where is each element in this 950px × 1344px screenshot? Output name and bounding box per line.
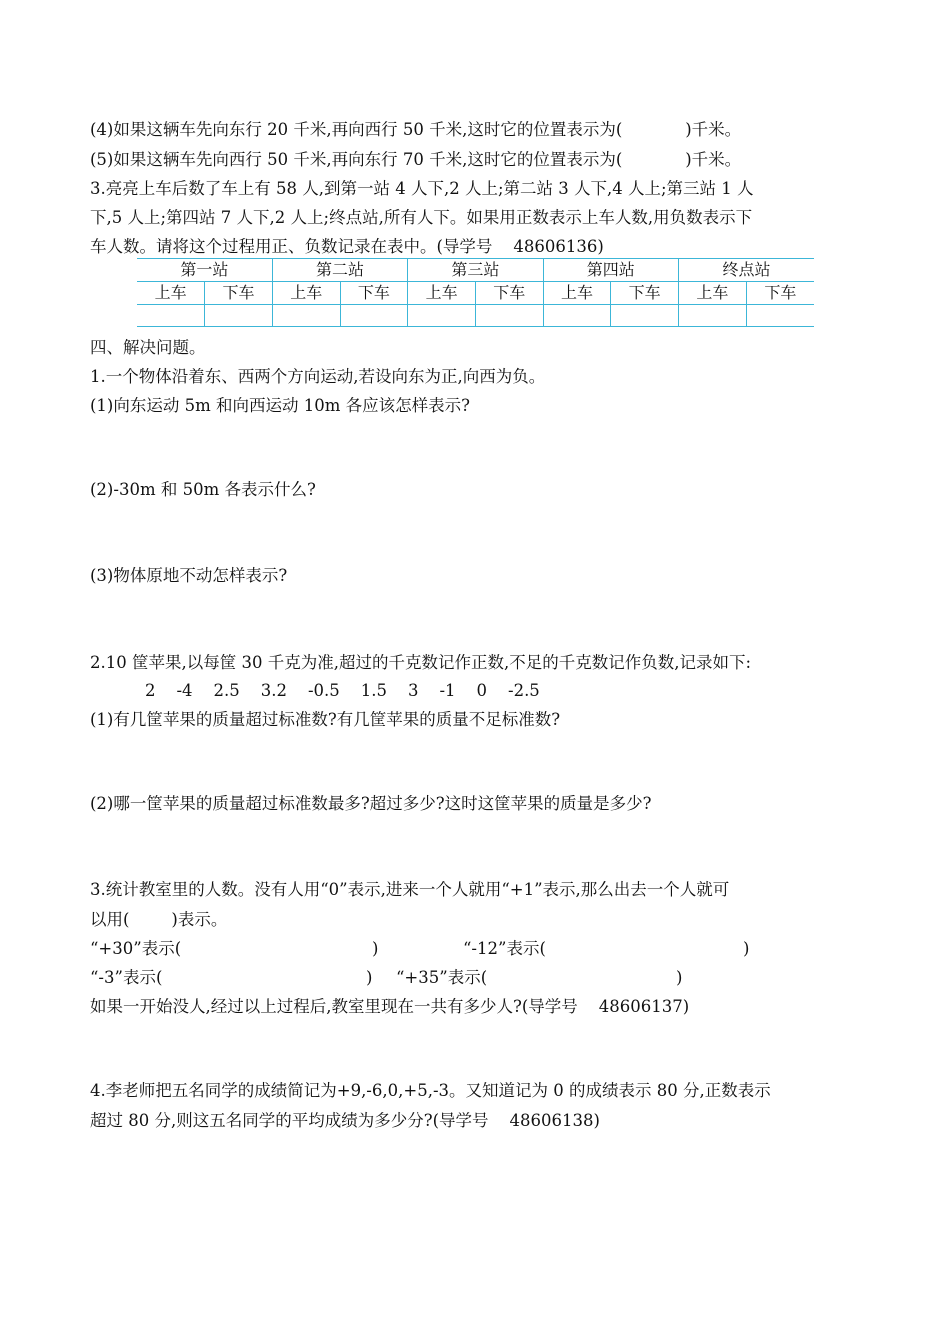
- problem-3-line-1: 3.亮亮上车后数了车上有 58 人,到第一站 4 人下,2 人上;第二站 3 人下,4 人上;第三站 1 人: [90, 179, 754, 198]
- paren-close-b: ): [743, 939, 750, 958]
- section-4-heading: 四、解决问题。: [90, 338, 206, 357]
- paren-close-a: ): [372, 939, 379, 958]
- problem-3-item-b: “-12”表示(: [463, 939, 546, 958]
- sub-off-3: 下车: [475, 282, 543, 305]
- sub-off-1: 下车: [205, 282, 273, 305]
- problem-4-line-1: 4.李老师把五名同学的成绩简记为+9,-6,0,+5,-3。又知道记为 0 的成绩表示 80 分,正数表示: [90, 1081, 771, 1100]
- station-header-3: 第三站: [408, 259, 543, 282]
- problem-2-part-2: (2)哪一筐苹果的质量超过标准数最多?超过多少?这时这筐苹果的质量是多少?: [90, 794, 652, 813]
- table-header-row: [137, 259, 814, 282]
- blank-cell[interactable]: [137, 305, 205, 327]
- problem-3-line-2: 以用( )表示。: [90, 910, 228, 929]
- station-record-table: [137, 258, 814, 327]
- problem-4-line-2: 超过 80 分,则这五名同学的平均成绩为多少分?(导学号 48606138): [90, 1111, 600, 1130]
- sub-on-2: 上车: [272, 282, 340, 305]
- question-4-text: (4)如果这辆车先向东行 20 千米,再向西行 50 千米,这时它的位置表示为( )千米。: [90, 120, 742, 139]
- problem-2-part-1: (1)有几筐苹果的质量超过标准数?有几筐苹果的质量不足标准数?: [90, 710, 561, 729]
- sub-on-3: 上车: [408, 282, 476, 305]
- station-header-4: 第四站: [543, 259, 678, 282]
- paren-close-d: ): [676, 968, 683, 987]
- problem-2-values: 2 -4 2.5 3.2 -0.5 1.5 3 -1 0 -2.5: [145, 681, 540, 700]
- problem-3-line-2: 下,5 人上;第四站 7 人下,2 人上;终点站,所有人下。如果用正数表示上车人数,用负数表示下: [90, 208, 753, 227]
- problem-3-item-c: “-3”表示(: [90, 968, 163, 987]
- sub-on-5: 上车: [679, 282, 747, 305]
- station-header-2: 第二站: [272, 259, 407, 282]
- station-header-5: 终点站: [679, 259, 815, 282]
- station-header-1: 第一站: [137, 259, 272, 282]
- problem-3-line-5: 如果一开始没人,经过以上过程后,教室里现在一共有多少人?(导学号 48606137): [90, 997, 690, 1016]
- sub-off-5: 下车: [746, 282, 814, 305]
- problem-3-line-1: 3.统计教室里的人数。没有人用“0”表示,进来一个人就用“+1”表示,那么出去一个人就可: [90, 880, 730, 899]
- sub-off-4: 下车: [611, 282, 679, 305]
- blank-cell[interactable]: [205, 305, 273, 327]
- paren-close-c: ): [366, 968, 373, 987]
- problem-1-part-3: (3)物体原地不动怎样表示?: [90, 566, 288, 585]
- blank-cell[interactable]: [611, 305, 679, 327]
- problem-2-text: 2.10 筐苹果,以每筐 30 千克为准,超过的千克数记作正数,不足的千克数记作负数,记录如下:: [90, 653, 752, 672]
- blank-cell[interactable]: [340, 305, 408, 327]
- sub-on-1: 上车: [137, 282, 205, 305]
- blank-cell[interactable]: [543, 305, 611, 327]
- problem-3-item-a: “+30”表示(: [90, 939, 182, 958]
- blank-cell[interactable]: [475, 305, 543, 327]
- blank-cell[interactable]: [408, 305, 476, 327]
- problem-3-line-3: 车人数。请将这个过程用正、负数记录在表中。(导学号 48606136): [90, 237, 604, 256]
- problem-1-text: 1.一个物体沿着东、西两个方向运动,若设向东为正,向西为负。: [90, 367, 546, 386]
- problem-1-part-1: (1)向东运动 5m 和向西运动 10m 各应该怎样表示?: [90, 396, 470, 415]
- blank-cell[interactable]: [679, 305, 747, 327]
- question-5-text: (5)如果这辆车先向西行 50 千米,再向东行 70 千米,这时它的位置表示为( )千米。: [90, 150, 742, 169]
- problem-1-part-2: (2)-30m 和 50m 各表示什么?: [90, 480, 316, 499]
- table-subheader-row: [137, 282, 814, 305]
- problem-3-item-d: “+35”表示(: [396, 968, 488, 987]
- sub-off-2: 下车: [340, 282, 408, 305]
- blank-cell[interactable]: [746, 305, 814, 327]
- sub-on-4: 上车: [543, 282, 611, 305]
- table-blank-row: [137, 305, 814, 327]
- blank-cell[interactable]: [272, 305, 340, 327]
